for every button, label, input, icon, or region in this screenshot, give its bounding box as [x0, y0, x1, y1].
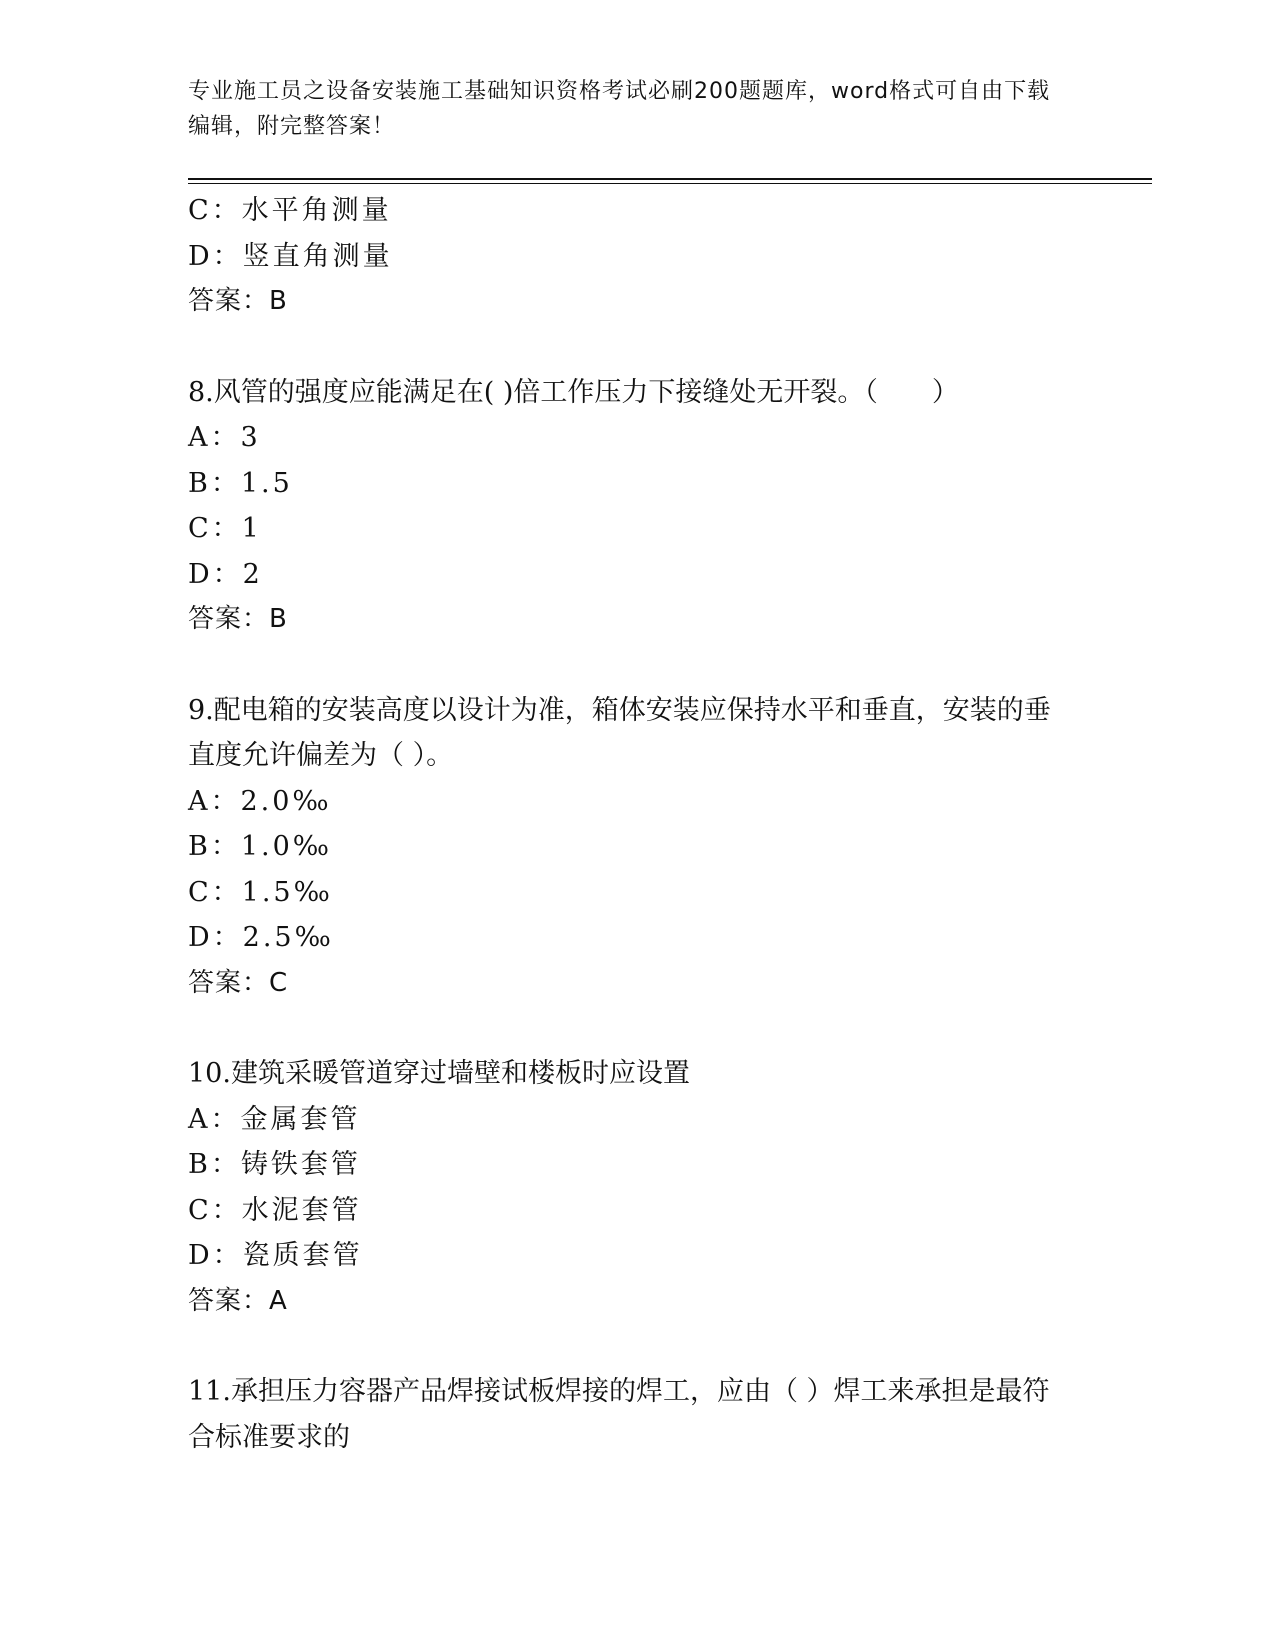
question-block: [188, 1369, 1088, 1460]
question-stem: 10.建筑采暖管道穿过墙壁和楼板时应设置: [188, 1058, 690, 1089]
question-block: [188, 1051, 1088, 1324]
option-d: D：2.5‰: [188, 922, 334, 953]
option-b: B：1.0‰: [188, 831, 333, 862]
option-c: C：水平角测量: [188, 195, 392, 226]
option-b: B：1.5: [188, 467, 293, 499]
option-d: D：竖直角测量: [188, 240, 393, 272]
answer-line: 答案：A: [188, 1285, 288, 1316]
spacer: [188, 1324, 1088, 1369]
header-divider-thick: [188, 178, 1152, 180]
document-header: 专业施工员之设备安装施工基础知识资格考试必刷200题题库，word格式可自由下载编辑，附完整答案！: [188, 79, 1051, 139]
question-stem: 9.配电箱的安装高度以设计为准，箱体安装应保持水平和垂直，安装的垂直度允许偏差为（ ）。: [188, 694, 1051, 771]
answer-line: 答案：B: [188, 286, 288, 316]
question-stem: 8.风管的强度应能满足在( )倍工作压力下接缝处无开裂。（ ）: [188, 376, 959, 408]
option-c: C：水泥套管: [188, 1194, 362, 1226]
option-c: C：1: [188, 513, 262, 544]
answer-line: 答案：B: [188, 604, 288, 634]
question-block: [188, 370, 1088, 643]
question-block: [188, 688, 1088, 1007]
spacer: [188, 1006, 1088, 1051]
spacer: [188, 325, 1088, 370]
question-stem: 11.承担压力容器产品焊接试板焊接的焊工，应由（ ）焊工来承担是最符合标准要求的: [188, 1376, 1050, 1453]
option-a: A：金属套管: [188, 1103, 361, 1135]
option-c: C：1.5‰: [188, 876, 333, 908]
question-block: [188, 188, 1088, 325]
answer-line: 答案：C: [188, 967, 289, 998]
option-b: B：铸铁套管: [188, 1149, 361, 1180]
option-d: D：2: [188, 558, 263, 590]
header-divider-thin: [188, 183, 1152, 184]
option-a: A：3: [188, 422, 261, 453]
question-list: [188, 188, 1088, 1460]
spacer: [188, 643, 1088, 688]
option-d: D：瓷质套管: [188, 1240, 363, 1271]
option-a: A：2.0‰: [188, 785, 332, 817]
